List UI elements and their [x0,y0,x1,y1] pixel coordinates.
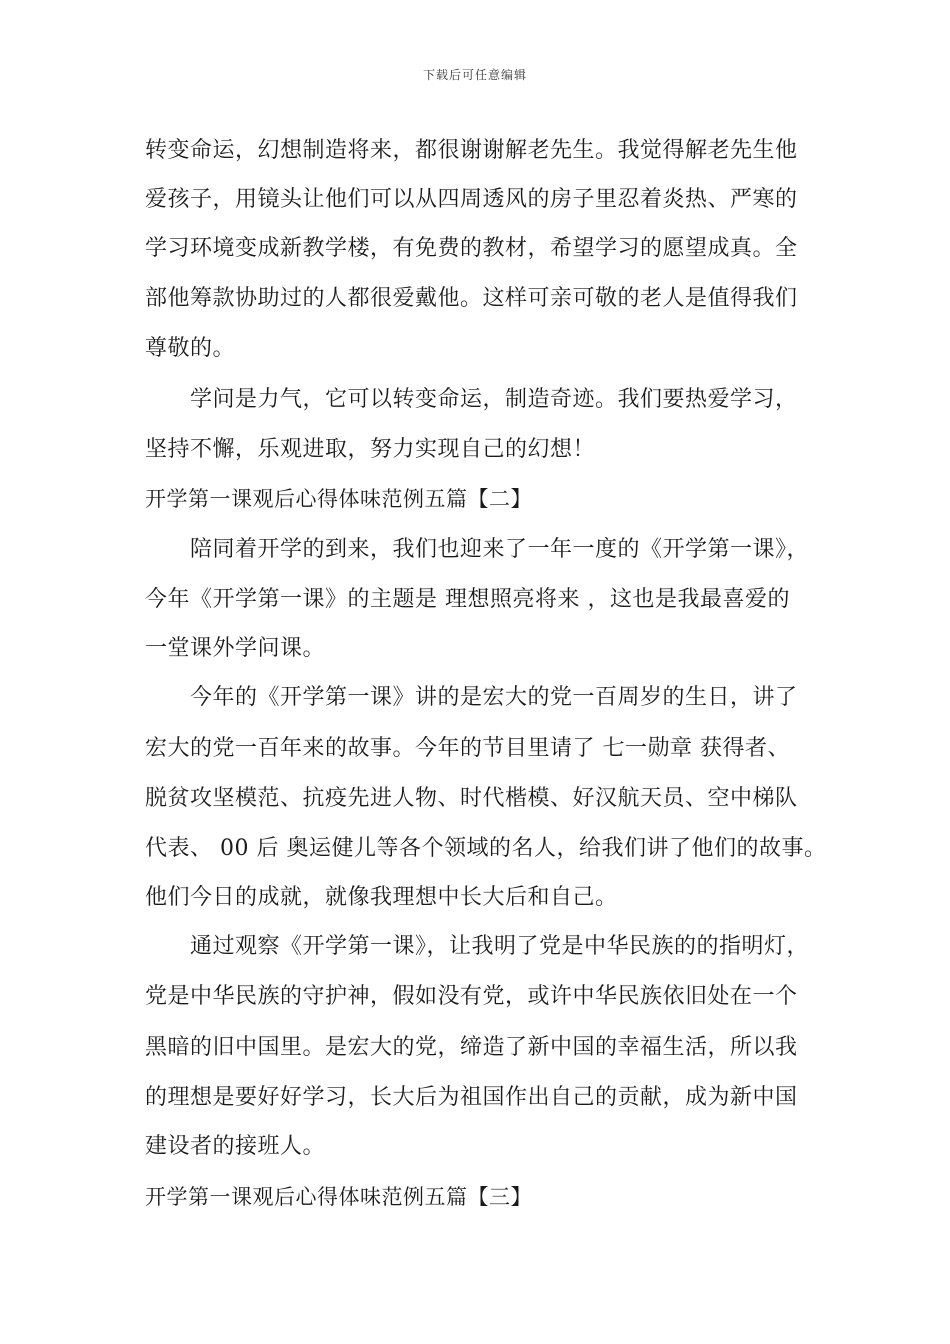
section-heading-2: 开学第一课观后心得体味范例五篇【二】 [145,487,532,511]
paragraph-line: 爱孩子，用镜头让他们可以从四周透风的房子里忍着炎热、严寒的 [145,187,798,212]
paragraph-line: 他们今日的成就，就像我理想中长大后和自己。 [145,885,618,910]
paragraph-line: 代表、 00 后 奥运健儿等各个领域的名人，给我们讲了他们的故事。 [145,836,827,861]
paragraph-line: 的理想是要好好学习，长大后为祖国作出自己的贡献，成为新中国 [145,1085,798,1110]
paragraph-line: 通过观察《开学第一课》，让我明了党是中华民族的的指明灯， [190,934,810,959]
paragraph-line: 建设者的接班人。 [145,1134,326,1159]
section-heading-3: 开学第一课观后心得体味范例五篇【三】 [145,1185,532,1209]
paragraph-line: 学问是力气，它可以转变命运，制造奇迹。我们要热爱学习， [190,387,798,412]
paragraph-line: 陪同着开学的到来，我们也迎来了一年一度的《开学第一课》， [190,537,810,562]
paragraph-line: 一堂课外学问课。 [145,636,326,661]
paragraph-line: 宏大的党一百年来的故事。今年的节目里请了 七一勋章 获得者、 [145,736,790,761]
paragraph-line: 转变命运，幻想制造将来，都很谢谢解老先生。我觉得解老先生他 [145,138,798,163]
paragraph-line: 今年的《开学第一课》讲的是宏大的党一百周岁的生日，讲了 [190,685,798,710]
paragraph-line: 学习环境变成新教学楼，有免费的教材，希望学习的愿望成真。全 [145,236,798,261]
paragraph-line: 脱贫攻坚模范、抗疫先进人物、时代楷模、好汉航天员、空中梯队 [145,786,798,811]
paragraph-line: 黑暗的旧中国里。是宏大的党，缔造了新中国的幸福生活，所以我 [145,1035,798,1060]
paragraph-line: 尊敬的。 [145,336,236,361]
paragraph-line: 坚持不懈，乐观进取，努力实现自己的幻想！ [145,437,596,462]
paragraph-line: 部他筹款协助过的人都很爱戴他。这样可亲可敬的老人是值得我们 [145,286,798,311]
paragraph-line: 党是中华民族的守护神，假如没有党，或许中华民族依旧处在一个 [145,984,798,1009]
paragraph-line: 今年《开学第一课》的主题是 理想照亮将来 ，这也是我最喜爱的 [145,587,790,612]
page-header: 下载后可任意编辑 [422,68,527,82]
